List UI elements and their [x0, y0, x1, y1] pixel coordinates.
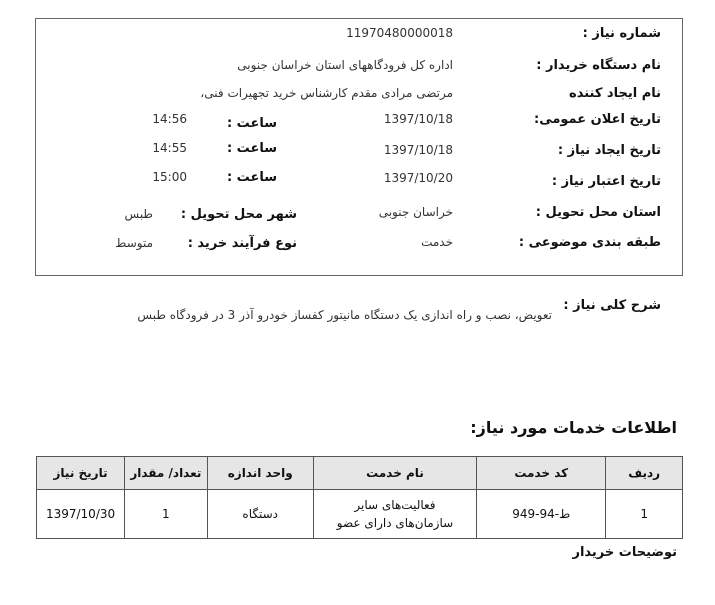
buyer-notes-label: توضیحات خریدار — [572, 545, 677, 560]
process-value: متوسط — [115, 236, 153, 250]
valid-date-value: 1397/10/20 — [383, 171, 453, 185]
cell-quantity: 1 — [125, 490, 207, 539]
city-value: طبس — [124, 207, 153, 221]
column-header-service-code: کد خدمت — [477, 457, 606, 490]
province-value: خراسان جنوبی — [378, 205, 453, 219]
create-date-value: 1397/10/18 — [383, 143, 453, 157]
announce-date-label: تاریخ اعلان عمومی: — [534, 112, 661, 127]
valid-time-label: ساعت : — [226, 170, 277, 185]
column-header-service-name: نام خدمت — [313, 457, 476, 490]
table-row — [37, 490, 683, 539]
services-table — [36, 456, 683, 539]
column-header-row-number: ردیف — [606, 457, 683, 490]
valid-time-value: 15:00 — [152, 170, 187, 184]
column-header-need-date: تاریخ نیاز — [37, 457, 125, 490]
column-header-quantity: تعداد/ مقدار — [125, 457, 207, 490]
services-header-row — [37, 457, 683, 490]
cell-need-date: 1397/10/30 — [37, 490, 125, 539]
buyer-org-value: اداره کل فرودگاههای استان خراسان جنوبی — [237, 58, 453, 72]
services-title: اطلاعات خدمات مورد نیاز: — [470, 418, 677, 437]
cell-row-number: 1 — [606, 490, 683, 539]
announce-time-label: ساعت : — [226, 116, 277, 131]
cell-service-code: ط-94-949 — [477, 490, 606, 539]
process-label: نوع فرآیند خرید : — [187, 236, 297, 251]
buyer-org-label: نام دستگاه خریدار : — [536, 58, 661, 73]
service-name-line-2: سازمان‌های دارای عضو — [336, 516, 454, 530]
column-header-unit: واحد اندازه — [207, 457, 313, 490]
summary-label: شرح کلی نیاز : — [563, 298, 661, 313]
create-time-value: 14:55 — [152, 141, 187, 155]
creator-value: مرتضی مرادی مقدم کارشناس خرید تجهیرات فنی، — [200, 86, 453, 100]
create-date-label: تاریخ ایجاد نیاز : — [557, 143, 661, 158]
province-label: استان محل تحویل : — [535, 205, 661, 220]
need-number-value: 11970480000018 — [346, 26, 453, 40]
service-name-line-1: فعالیت‌های سایر — [354, 498, 436, 512]
cell-unit: دستگاه — [207, 490, 313, 539]
valid-date-label: تاریخ اعتبار نیاز : — [551, 174, 661, 189]
category-label: طبقه بندی موضوعی : — [518, 235, 661, 250]
cell-service-name — [313, 490, 476, 539]
city-label: شهر محل تحویل : — [180, 207, 297, 222]
need-number-label: شماره نیاز : — [582, 26, 661, 41]
summary-value: تعویض، نصب و راه اندازی یک دستگاه مانیتور کفساز خودرو آذر 3 در فرودگاه طبس — [137, 308, 552, 322]
announce-date-value: 1397/10/18 — [383, 112, 453, 126]
create-time-label: ساعت : — [226, 141, 277, 156]
announce-time-value: 14:56 — [152, 112, 187, 126]
creator-label: نام ایجاد کننده — [569, 86, 661, 101]
category-value: خدمت — [421, 235, 453, 249]
